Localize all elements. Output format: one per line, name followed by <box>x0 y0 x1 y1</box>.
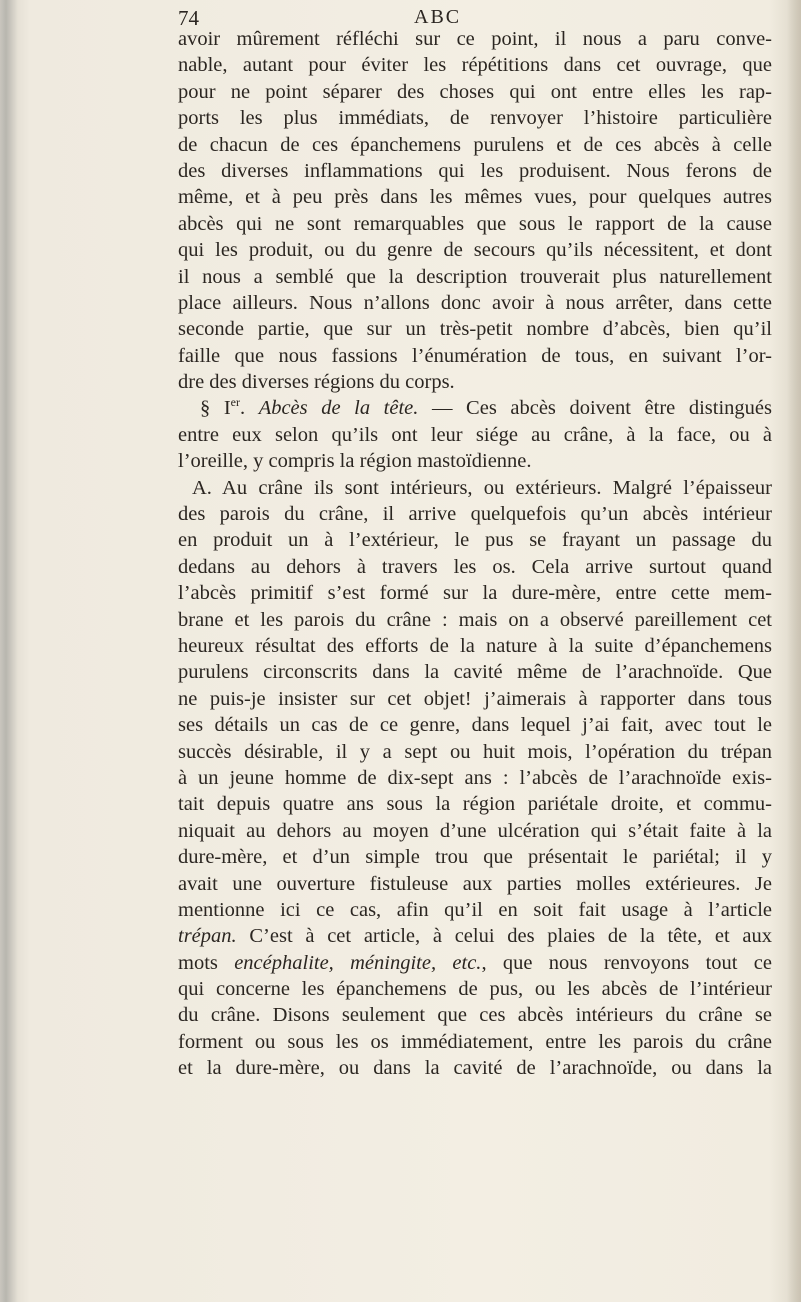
text-line: mentionne ici ce cas, afin qu’il en soit fait usage à l’article <box>178 898 772 921</box>
text-line: brane et les parois du crâne : mais on a observé pareillement cet <box>178 608 772 631</box>
text-line: seconde partie, que sur un très-petit nombre d’abcès, bien qu’il <box>178 318 772 341</box>
section-mark: § I <box>200 397 231 420</box>
text-line: ne puis-je insister sur cet objet! j’aimerais à rapporter dans tous <box>178 687 772 710</box>
text-line: dre des diverses régions du corps. <box>178 371 455 394</box>
text-line: faille que nous fassions l’énumération de tous, en suivant l’or- <box>178 344 772 367</box>
text-line: à un jeune homme de dix-sept ans : l’abcès de l’arachnoïde exis- <box>178 766 772 789</box>
section-text: — Ces abcès doivent être distingués <box>418 397 772 420</box>
text-line: pour ne point séparer des choses qui ont entre elles les rap- <box>178 80 772 103</box>
text-line-with-italic: trépan. C’est à cet article, à celui des plaies de la tête, et aux <box>178 925 772 948</box>
text-line: même, et à peu près dans les mêmes vues, pour quelques autres <box>178 186 772 209</box>
text-line: dure-mère, et d’un simple trou que présentait le pariétal; il y <box>178 846 772 869</box>
italic-term: encéphalite, méningite, etc. <box>234 951 482 974</box>
section-title: Abcès de la tête. <box>258 397 419 420</box>
text-line: l’abcès primitif s’est formé sur la dure-mère, entre cette mem- <box>178 582 772 605</box>
page-number: 74 <box>178 6 199 30</box>
text-line: niquait au dehors au moyen d’une ulcération qui s’était faite à la <box>178 819 772 842</box>
section-superscript: er <box>230 395 240 410</box>
text-line: tait depuis quatre ans sous la région pariétale droite, et commu- <box>178 793 772 816</box>
text-line: dedans au dehors à travers les os. Cela arrive surtout quand <box>178 555 772 578</box>
text-line: avoir mûrement réfléchi sur ce point, il nous a paru conve- <box>178 28 772 50</box>
text-line: en produit un à l’extérieur, le pus se frayant un passage du <box>178 529 772 552</box>
text-line: ses détails un cas de ce genre, dans lequel j’ai fait, avec tout le <box>178 714 772 737</box>
text-line: A. Au crâne ils sont intérieurs, ou extérieurs. Malgré l’épaisseur <box>192 476 772 499</box>
text-line-with-italic: mots encéphalite, méningite, etc., que nous renvoyons tout ce <box>178 951 772 974</box>
section-dot: . <box>239 397 259 420</box>
running-head: ABC <box>414 6 462 28</box>
text-line: place ailleurs. Nous n’allons donc avoir à nous arrêter, dans cette <box>178 291 772 314</box>
section-heading-line <box>178 395 772 421</box>
text-line: avait une ouverture fistuleuse aux parties molles extérieures. Je <box>178 872 772 895</box>
text-line: et la dure-mère, ou dans la cavité de l’arachnoïde, ou dans la <box>178 1057 772 1080</box>
text-line: ports les plus immédiats, de renvoyer l’histoire particulière <box>178 107 772 130</box>
text-line: qui concerne les épanchemens de pus, ou les abcès de l’intérieur <box>178 978 772 1001</box>
text-line: il nous a semblé que la description trouverait plus naturellement <box>178 265 772 288</box>
text-line: succès désirable, il y a sept ou huit mois, l’opération du trépan <box>178 740 772 763</box>
text-line: qui les produit, ou du genre de secours qu’ils nécessitent, et dont <box>178 239 772 262</box>
text-line: forment ou sous les os immédiatement, entre les parois du crâne <box>178 1030 772 1053</box>
text-line: l’oreille, y compris la région mastoïdienne. <box>178 450 532 473</box>
text-line: heureux résultat des efforts de la nature à la suite d’épanchemens <box>178 634 772 657</box>
text-line: des diverses inflammations qui les produisent. Nous ferons de <box>178 159 772 182</box>
text-line: abcès qui ne sont remarquables que sous le rapport de la cause <box>178 212 772 235</box>
text-line: nable, autant pour éviter les répétitions dans cet ouvrage, que <box>178 54 772 77</box>
text-line: de chacun de ces épanchemens purulens et de ces abcès à celle <box>178 133 772 156</box>
text-line: entre eux selon qu’ils ont leur siége au crâne, à la face, ou à <box>178 423 772 446</box>
text-line: des parois du crâne, il arrive quelquefois qu’un abcès intérieur <box>178 503 772 526</box>
page-edge <box>787 0 801 1302</box>
text-line: purulens circonscrits dans la cavité même de l’arachnoïde. Que <box>178 661 772 684</box>
italic-term: trépan. <box>178 925 237 948</box>
text-line: du crâne. Disons seulement que ces abcès intérieurs du crâne se <box>178 1004 772 1027</box>
body-text <box>178 26 772 1082</box>
